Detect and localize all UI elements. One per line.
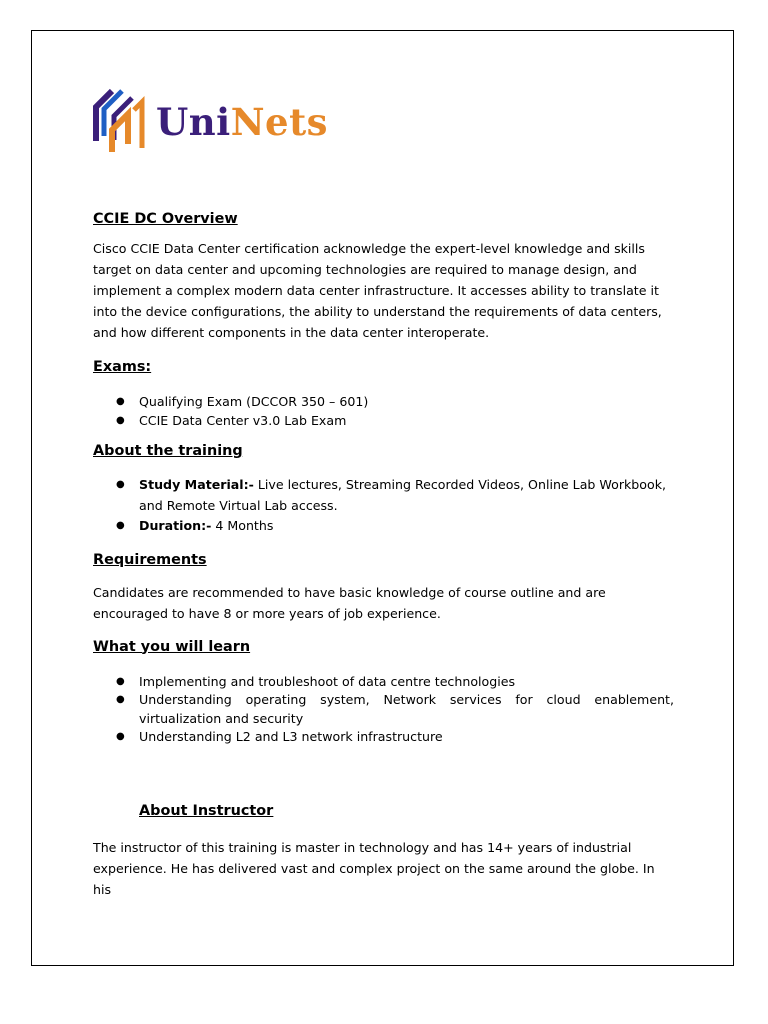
- bullet-icon: ●: [116, 731, 125, 742]
- bullet-icon: ●: [116, 414, 125, 426]
- list-item: ● Duration:- 4 Months: [93, 516, 674, 537]
- list-item: ● CCIE Data Center v3.0 Lab Exam: [93, 412, 674, 431]
- logo-text-uni: Uni: [156, 99, 231, 144]
- exams-list: [93, 393, 674, 430]
- logo-text-nets: Nets: [230, 99, 329, 144]
- bullet-icon: ●: [116, 675, 125, 687]
- overview-paragraph: Cisco CCIE Data Center certification acknowledge the expert-level knowledge and skills target on data center and upcoming technologies are required to manage design, and implement a complex modern data center infrastructure. It accesses ability to translate it into the device configurations, the ability to understand the requirements of data centers, and how different components in the data center interoperate.: [93, 241, 662, 340]
- instructor-heading: About Instructor: [139, 802, 274, 819]
- learn-heading: What you will learn: [93, 638, 251, 655]
- bullet-icon: ●: [116, 520, 125, 531]
- study-material-label: Study Material:-: [139, 477, 254, 492]
- bullet-icon: ●: [116, 694, 125, 705]
- requirements-paragraph: Candidates are recommended to have basic knowledge of course outline and are encouraged to have 8 or more years of job experience.: [93, 584, 606, 621]
- instructor-paragraph: The instructor of this training is master in technology and has 14+ years of industrial experience. He has delivered vast and complex project on the same around the globe. In his: [93, 839, 655, 897]
- bullet-icon: ●: [116, 396, 125, 407]
- training-heading: About the training: [93, 443, 243, 459]
- list-item: ● Study Material:- Live lectures, Streaming Recorded Videos, Online Lab Workbook, and Remote Virtual Lab access.: [116, 477, 667, 513]
- duration-label: Duration:-: [139, 518, 212, 533]
- document-body: [93, 207, 674, 900]
- training-list: [93, 475, 674, 537]
- list-item: ● Understanding L2 and L3 network infrastructure: [93, 728, 674, 747]
- list-item: ● Understanding operating system, Network services for cloud enablement, virtualization and security: [116, 692, 674, 726]
- overview-heading: CCIE DC Overview: [93, 211, 238, 227]
- uninets-logo: [92, 86, 328, 158]
- uninets-logo-mark: [92, 86, 146, 158]
- requirements-heading: Requirements: [93, 551, 207, 568]
- bullet-icon: ●: [116, 479, 125, 490]
- exams-heading: Exams:: [93, 359, 152, 375]
- uninets-wordmark: [156, 99, 329, 144]
- list-item: ● Implementing and troubleshoot of data centre technologies: [93, 673, 674, 692]
- learn-list: [93, 673, 674, 747]
- list-item: ● Qualifying Exam (DCCOR 350 – 601): [93, 393, 674, 412]
